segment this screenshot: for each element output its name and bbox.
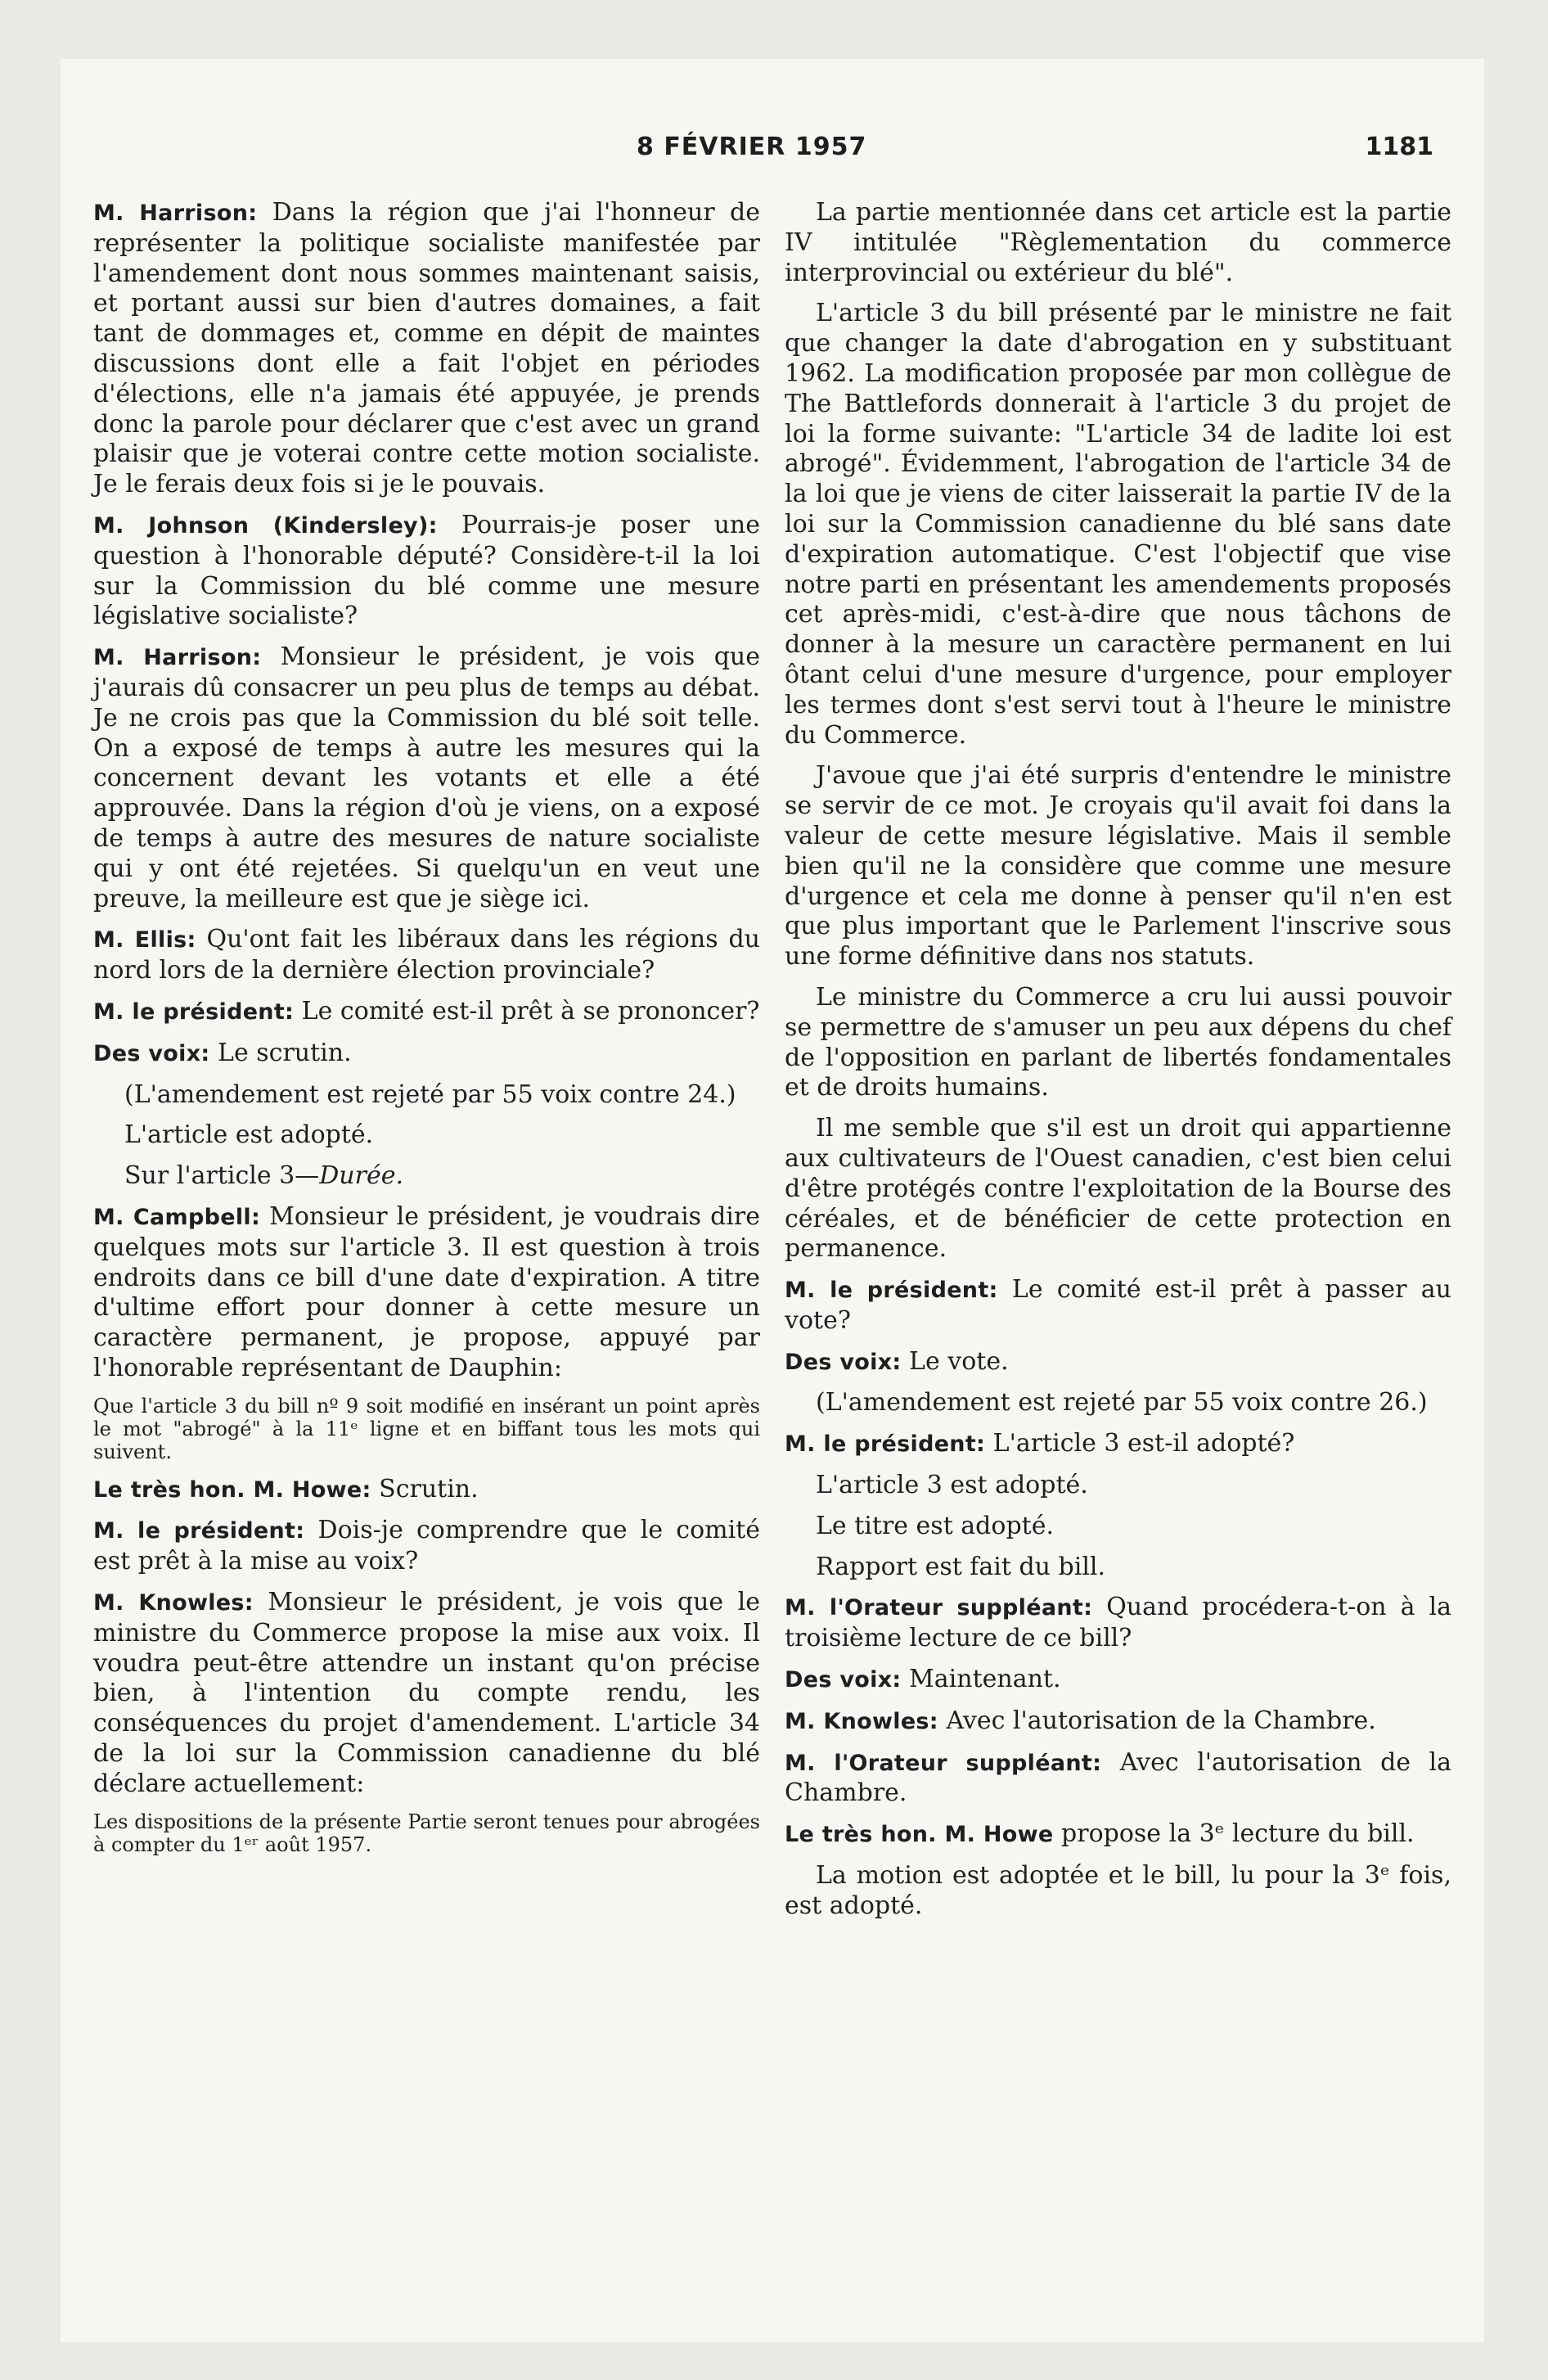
paragraph-text: (L'amendement est rejeté par 55 voix contre 26.) xyxy=(816,1388,1428,1418)
paragraph xyxy=(785,1471,1451,1501)
paragraph xyxy=(93,997,760,1028)
speaker-name: M. Knowles: xyxy=(785,1708,938,1734)
paragraph xyxy=(93,1516,760,1577)
speaker-name: M. le président: xyxy=(785,1278,998,1304)
paragraph-text: Le comité est-il prêt à passer au vote? xyxy=(785,1275,1451,1335)
paragraph-text: L'article 3 du bill présenté par le ministre ne fait que changer la date d'abrogation en y substituant 1962. La modification proposée par mon collègue de The Battlefords donnerait à l'article 3 du projet de loi la forme suivante: "L'article 34 de ladite loi est abrogé". Évidemment, l'abrogation de l'article 34 de la loi que je viens de citer laisserait la partie IV de la loi sur la Commission canadienne du blé sans date d'expiration automatique. C'est l'objectif que vise notre parti en présentant les amendements proposés cet après-midi, c'est-à-dire que nous tâchons de donner à la mesure un caractère permanent en lui ôtant celui d'une mesure d'urgence, pour employer les termes dont s'est servi tout à l'heure le ministre du Commerce. xyxy=(785,299,1451,750)
paragraph xyxy=(785,1706,1451,1738)
speaker-name: Le très hon. M. Howe xyxy=(785,1822,1054,1848)
paragraph xyxy=(93,1080,760,1111)
paragraph xyxy=(785,1665,1451,1696)
speaker-name: M. le président: xyxy=(785,1431,986,1458)
paragraph-text: Scrutin. xyxy=(371,1474,479,1503)
paragraph xyxy=(785,1861,1451,1922)
paragraph-text: Monsieur le président, je vois que le ministre du Commerce propose la mise aux voix. Il voudra peut-être attendre un instant qu'on précise bien, à l'intention du compte rendu, les conséquences du projet d'amendement. L'article 34 de la loi sur la Commission canadienne du blé déclare actuellement: xyxy=(93,1588,760,1798)
paragraph-text: Le vote. xyxy=(901,1346,1009,1376)
page xyxy=(61,59,1484,2342)
paragraph-text: Il me semble que s'il est un droit qui appartienne aux cultivateurs de l'Ouest canadien, c'est bien celui d'être protégés contre l'exploitation de la Bourse des céréales, et de bénéficier de cette protection en permanence. xyxy=(785,1114,1451,1264)
paragraph-text: Sur l'article 3— xyxy=(124,1161,320,1191)
paragraph xyxy=(785,1748,1451,1810)
paragraph-text: Le titre est adopté. xyxy=(816,1511,1054,1540)
paragraph-text: Maintenant. xyxy=(901,1665,1061,1694)
paragraph-text: Le scrutin. xyxy=(209,1038,352,1067)
paragraph-text: Avec l'autorisation de la Chambre. xyxy=(938,1706,1376,1735)
speaker-name: M. Harrison: xyxy=(93,645,262,671)
right-column xyxy=(785,198,1451,1932)
paragraph xyxy=(93,1039,760,1070)
block-quote: Les dispositions de la présente Partie seront tenues pour abrogées à compter du 1ᵉʳ août 1957. xyxy=(93,1810,760,1856)
paragraph xyxy=(785,1512,1451,1542)
speaker-name: Des voix: xyxy=(93,1040,210,1066)
paragraph-text: Monsieur le président, je vois que j'aurais dû consacrer un peu plus de temps au débat. Je ne crois pas que la Commission du blé soit telle. On a exposé de temps à autre les mesures qui la concernent devant les votants et elle a été approuvée. Dans la région d'où je viens, on a exposé de temps à autre des mesures de nature socialiste qui y ont été rejetées. Si quelqu'un en veut une preuve, la meilleure est que je siège ici. xyxy=(93,642,760,913)
speaker-name: M. Harrison: xyxy=(93,201,258,226)
paragraph xyxy=(785,1819,1451,1850)
paragraph-text: J'avoue que j'ai été surpris d'entendre le ministre se servir de ce mot. Je croyais qu'il avait foi dans la valeur de cette mesure législative. Mais il semble bien qu'il ne la considère que comme une mesure d'urgence et cela me donne à penser qu'il n'en est que plus important que le Parlement l'inscrive sous une forme définitive dans nos statuts. xyxy=(785,761,1451,971)
paragraph xyxy=(785,1114,1451,1264)
paragraph xyxy=(93,1475,760,1506)
paragraph xyxy=(785,1347,1451,1378)
speaker-name: M. Campbell: xyxy=(93,1204,261,1230)
paragraph xyxy=(785,1593,1451,1654)
article-title: Durée. xyxy=(319,1161,404,1191)
left-column xyxy=(93,198,760,1868)
speaker-name: M. le président: xyxy=(93,1518,305,1544)
paragraph-text: Qu'ont fait les libéraux dans les régions du nord lors de la dernière élection provinciale? xyxy=(93,925,760,985)
paragraph xyxy=(93,511,760,632)
page-header xyxy=(61,133,1484,174)
paragraph-text: L'article 3 est adopté. xyxy=(816,1471,1088,1500)
paragraph-text: Dois-je comprendre que le comité est prêt à la mise au voix? xyxy=(93,1516,760,1576)
speaker-name: M. Knowles: xyxy=(93,1590,254,1616)
speaker-name: M. l'Orateur suppléant: xyxy=(785,1595,1093,1621)
speaker-name: M. Ellis: xyxy=(93,927,196,953)
paragraph xyxy=(785,1429,1451,1460)
paragraph xyxy=(785,198,1451,288)
speaker-name: M. Johnson (Kindersley): xyxy=(93,512,438,539)
paragraph-text: Avec l'autorisation de la Chambre. xyxy=(785,1747,1452,1808)
paragraph xyxy=(785,761,1451,972)
paragraph-text: Pourrais-je poser une question à l'honorable député? Considère-t-il la loi sur la Commission du blé comme une mesure législative socialiste? xyxy=(93,510,760,631)
paragraph xyxy=(785,1553,1451,1583)
speaker-name: Des voix: xyxy=(785,1667,902,1693)
paragraph-text: Le ministre du Commerce a cru lui aussi pouvoir se permettre de s'amuser un peu aux dépens du chef de l'opposition en parlant de libertés fondamentales et de droits humains. xyxy=(785,982,1451,1102)
page-number: 1181 xyxy=(1365,133,1433,161)
paragraph-text: Le comité est-il prêt à se prononcer? xyxy=(294,996,760,1025)
paragraph xyxy=(785,1388,1451,1418)
speaker-name: M. l'Orateur suppléant: xyxy=(785,1750,1102,1776)
paragraph-text: propose la 3ᵉ lecture du bill. xyxy=(1053,1819,1415,1849)
paragraph xyxy=(785,983,1451,1103)
speaker-name: Des voix: xyxy=(785,1349,902,1375)
paragraph xyxy=(93,1588,760,1800)
paragraph-text: Dans la région que j'ai l'honneur de représenter la politique socialiste manifestée par l'amendement dont nous sommes maintenant saisis, et portant aussi sur bien d'autres domaines, a fait tant de dommages et, comme en dépit de maintes discussions dont elle a fait l'objet en périodes d'élections, elle n'a jamais été appuyée, je prends donc la parole pour déclarer que c'est avec un grand plaisir que je voterai contre cette motion socialiste. Je le ferais deux fois si je le pouvais. xyxy=(93,198,761,499)
paragraph-text: La motion est adoptée et le bill, lu pour la 3ᵉ fois, est adopté. xyxy=(785,1861,1451,1920)
speaker-name: Le très hon. M. Howe: xyxy=(93,1476,371,1503)
paragraph xyxy=(785,299,1451,751)
paragraph-text: Monsieur le président, je voudrais dire quelques mots sur l'article 3. Il est question à trois endroits dans ce bill d'une date d'expiration. A titre d'ultime effort pour donner à cette mesure un caractère permanent, je propose, appuyé par l'honorable représentant de Dauphin: xyxy=(93,1201,760,1382)
paragraph-text: Quand procédera-t-on à la troisième lecture de ce bill? xyxy=(785,1593,1451,1653)
paragraph xyxy=(93,1161,760,1192)
paragraph xyxy=(93,1202,760,1384)
paragraph-text: Rapport est fait du bill. xyxy=(816,1552,1106,1581)
paragraph xyxy=(93,198,760,500)
paragraph xyxy=(93,642,760,914)
paragraph-text: L'article 3 est-il adopté? xyxy=(985,1429,1295,1458)
paragraph-text: L'article est adopté. xyxy=(124,1120,374,1150)
paragraph-text: La partie mentionnée dans cet article est la partie IV intitulée "Règlementation du commerce interprovincial ou extérieur du blé". xyxy=(785,198,1451,287)
block-quote: Que l'article 3 du bill nº 9 soit modifié en insérant un point après le mot "abrogé" à la 11ᵉ ligne et en biffant tous les mots qui suivent. xyxy=(93,1394,760,1463)
paragraph-text: (L'amendement est rejeté par 55 voix contre 24.) xyxy=(124,1080,736,1109)
paragraph xyxy=(785,1275,1451,1336)
paragraph xyxy=(93,1120,760,1151)
paragraph xyxy=(93,925,760,986)
speaker-name: M. le président: xyxy=(93,998,295,1025)
header-date: 8 FÉVRIER 1957 xyxy=(637,133,867,161)
